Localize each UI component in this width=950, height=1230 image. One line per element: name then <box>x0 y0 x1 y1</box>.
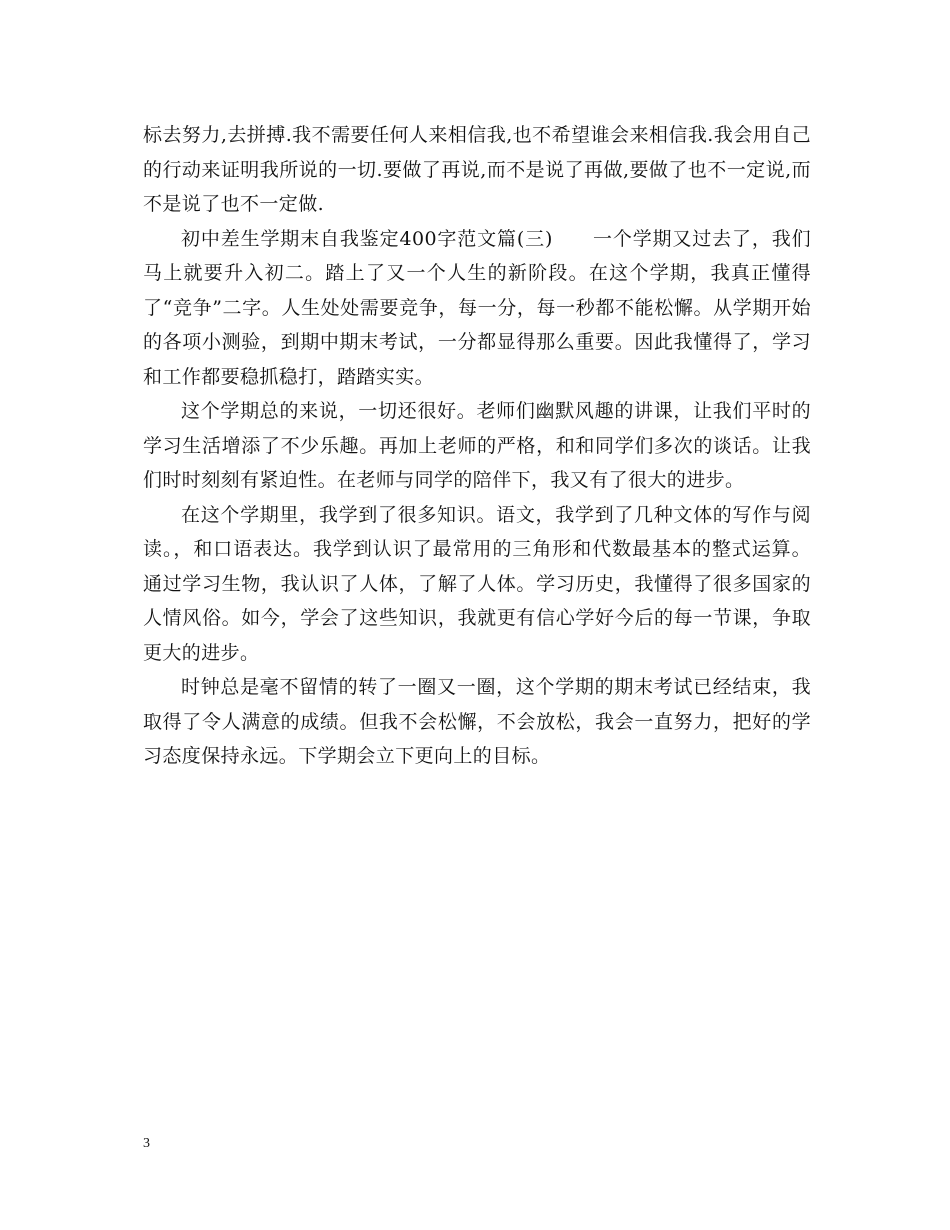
paragraph-knowledge-learned: 在这个学期里，我学到了很多知识。语文，我学到了几种文体的写作与阅读。，和口语表达。我学到认识了最常用的三角形和代数最基本的整式运算。通过学习生物，我认识了人体，了解了人体。学习历史，我懂得了很多国家的人情风俗。如今，学会了这些知识，我就更有信心学好今后的每一节课，争取更大的进步。 <box>143 503 811 664</box>
body-text <box>143 118 811 774</box>
paragraph-semester-summary: 这个学期总的来说，一切还很好。老师们幽默风趣的讲课，让我们平时的学习生活增添了不少乐趣。再加上老师的严格，和和同学们多次的谈话。让我们时时刻刻有紧迫性。在老师与同学的陪伴下，我又有了很大的进步。 <box>143 400 811 491</box>
paragraph-continuation: 标去努力,去拼搏.我不需要任何人来相信我,也不希望谁会来相信我.我会用自己的行动来证明我所说的一切.要做了再说,而不是说了再做,要做了也不一定说,而不是说了也不一定做. <box>143 124 811 215</box>
paragraph-exam-result: 时钟总是毫不留情的转了一圈又一圈，这个学期的期末考试已经结束，我取得了令人满意的成绩。但我不会松懈，不会放松，我会一直努力，把好的学习态度保持永远。下学期会立下更向上的目标。 <box>143 676 811 767</box>
page-number: 3 <box>143 1136 150 1151</box>
paragraph-section-three-intro: 初中差生学期末自我鉴定400字范文篇(三) 一个学期又过去了，我们马上就要升入初二。踏上了又一个人生的新阶段。在这个学期，我真正懂得了“竞争”二字。人生处处需要竞争，每一分，每一秒都不能松懈。从学期开始的各项小测验，到期中期末考试，一分都显得那么重要。因此我懂得了，学习和工作都要稳抓稳打，踏踏实实。 <box>143 227 811 388</box>
